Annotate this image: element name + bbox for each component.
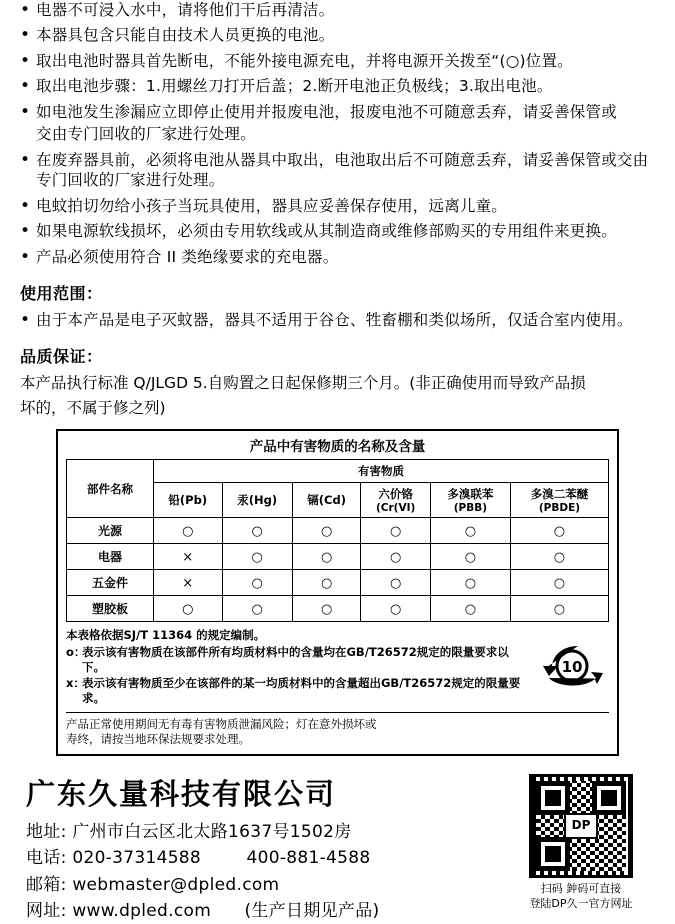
company-footer (26, 772, 657, 924)
list-item (18, 76, 657, 96)
status-mark: ○ (182, 523, 194, 539)
list-item (18, 102, 657, 122)
note-x-text: 表示该有害物质至少在该部件的某一均质材料中的含量超出GB/T26572规定的限量要求。 (82, 676, 521, 706)
cell (154, 570, 223, 596)
company-name: 广东久量科技有限公司 (26, 777, 337, 811)
table-row (67, 596, 609, 622)
row-label: 光源 (67, 518, 154, 544)
column-label: 多溴联苯 (447, 487, 494, 502)
company-website: 网址: www.dpled.com (26, 901, 212, 922)
status-mark: ○ (553, 601, 566, 617)
row-label: 塑胶板 (67, 596, 154, 622)
column-label: 铅(Pb) (168, 493, 208, 508)
note-x-key: x： (66, 676, 85, 691)
scope-text: 由于本产品是电子灭蚊器，器具不适用于谷仓、牲畜棚和类似场所，仅适合室内使用。 (36, 310, 633, 329)
status-mark: ○ (320, 601, 333, 617)
notes-divider (66, 712, 609, 713)
column-header-crvi (361, 483, 431, 518)
environmental-protection-use-period-icon (541, 642, 603, 690)
company-email: 邮箱: webmaster@dpled.com (26, 874, 280, 895)
bullet-text: 取出电池时器具首先断电，不能外接电源充电，并将电源开关拨至“(○)位置。 (36, 51, 573, 70)
table-row (67, 460, 609, 483)
cell (292, 596, 361, 622)
table-row (67, 544, 609, 570)
column-label: 六价铬 (378, 487, 413, 502)
status-mark: ○ (464, 601, 477, 617)
quality-line-1: 本产品执行标准 Q/JLGD 5.自购置之日起保修期三个月。(非正确使用而导致产品损 (20, 374, 586, 393)
cell (154, 596, 223, 622)
list-item (18, 25, 657, 45)
column-header-pbde (510, 483, 608, 518)
note-o-key: o： (66, 645, 86, 660)
scope-list (18, 310, 657, 330)
bullet-text: 电器不可浸入水中，请将他们干后再清洁。 (36, 1, 335, 19)
list-item (18, 51, 657, 71)
bullet-text: 产品必须使用符合 II 类绝缘要求的充电器。 (36, 247, 339, 266)
status-mark: ○ (553, 523, 566, 539)
safety-bullet-list (18, 0, 657, 267)
bullet-text: 电蚊拍切勿给小孩子当玩具使用，器具应妥善保存使用，远离儿童。 (36, 196, 508, 215)
status-mark: ○ (389, 601, 402, 617)
cell (222, 596, 292, 622)
table-row (67, 570, 609, 596)
bullet-text: 如果电源软线损坏，必须由专用软线或从其制造商或维修部购买的专用组件来更换。 (36, 222, 617, 241)
eco-number: 10 (561, 658, 583, 677)
list-item (18, 0, 657, 20)
column-label: 汞(Hg) (237, 493, 278, 508)
qr-center-logo: DP (564, 813, 598, 839)
status-mark: ○ (553, 575, 566, 591)
leak-risk-note-line-1: 产品正常使用期间无有毒有害物质泄漏风险；灯在意外损坏或 (66, 716, 377, 731)
cell (510, 544, 608, 570)
leak-risk-note (66, 717, 609, 748)
cell (430, 596, 510, 622)
cell (361, 570, 431, 596)
note-x (66, 676, 609, 706)
cell (154, 518, 223, 544)
company-hotline: 400-881-4588 (246, 848, 371, 869)
cell (361, 544, 431, 570)
cell (430, 544, 510, 570)
cell (430, 518, 510, 544)
list-item (18, 221, 657, 241)
qr-finder-top-left (536, 781, 570, 815)
list-item-continuation (18, 124, 657, 144)
cell (292, 518, 361, 544)
company-phone: 电话: 020-37314588 (26, 848, 202, 869)
column-sublabel: (PBDE) (538, 502, 581, 515)
status-mark: × (182, 549, 194, 565)
hazardous-substances-table-block (56, 429, 619, 756)
status-mark: ○ (320, 575, 333, 591)
standard-note: 本表格依据SJ/T 11364 的规定编制。 (66, 628, 266, 643)
cell (292, 570, 361, 596)
bullet-text: 在废弃器具前，必须将电池从器具中取出，电池取出后不可随意丢弃，请妥善保管或交由专门回收的厂家进行处理。 (36, 150, 649, 190)
status-mark: ○ (553, 549, 566, 565)
qr-finder-top-right (592, 781, 626, 815)
qr-finder-bottom-left (536, 837, 570, 871)
qr-code[interactable] (529, 774, 633, 878)
status-mark: ○ (320, 549, 333, 565)
substances-table (66, 459, 609, 622)
table-row (67, 518, 609, 544)
cell (222, 544, 292, 570)
qr-block (529, 774, 633, 912)
cell (361, 518, 431, 544)
company-address: 地址: 广州市白云区北太路1637号1502房 (26, 822, 352, 842)
status-mark: × (182, 575, 194, 591)
quality-line-2: 坏的，不属于修之列) (20, 399, 166, 418)
bullet-text: 本器具包含只能自由技术人员更换的电池。 (36, 26, 335, 45)
table-title: 产品中有害物质的名称及含量 (249, 439, 426, 456)
list-item (18, 150, 657, 191)
cell (510, 596, 608, 622)
leak-risk-note-line-2: 寿终，请按当地环保法规要求处理。 (66, 732, 250, 747)
cell (154, 544, 223, 570)
part-name-header: 部件名称 (67, 460, 154, 518)
status-mark: ○ (251, 523, 263, 539)
cell (361, 596, 431, 622)
status-mark: ○ (320, 523, 333, 539)
bullet-text: 如电池发生渗漏应立即停止使用并报废电池，报废电池不可随意丢弃，请妥善保管或 (36, 102, 617, 121)
status-mark: ○ (251, 575, 263, 591)
qr-caption-line-2: 登陆DP久一官方网址 (529, 896, 633, 910)
cell (222, 570, 292, 596)
status-mark: ○ (389, 523, 402, 539)
quality-title: 品质保证： (20, 347, 103, 367)
bullet-text: 交由专门回收的厂家进行处理。 (36, 125, 256, 144)
column-label: 多溴二苯醚 (530, 487, 589, 502)
cell (430, 570, 510, 596)
status-mark: ○ (182, 601, 194, 617)
row-label: 五金件 (67, 570, 154, 596)
column-sublabel: (PBB) (453, 502, 488, 515)
cell (510, 570, 608, 596)
production-date-note: (生产日期见产品) (244, 901, 380, 922)
note-o (66, 645, 609, 675)
column-header-pbb (430, 483, 510, 518)
list-item (18, 247, 657, 267)
group-header: 有害物质 (154, 460, 609, 483)
note-o-text: 表示该有害物质在该部件所有均质材料中的含量均在GB/T26572规定的限量要求以下。 (82, 645, 509, 675)
column-header-pb (154, 483, 223, 518)
scope-title: 使用范围： (20, 283, 103, 303)
column-label: 镉(Cd) (307, 493, 346, 508)
status-mark: ○ (251, 549, 263, 565)
status-mark: ○ (251, 601, 263, 617)
column-header-cd (292, 483, 361, 518)
qr-caption (529, 882, 633, 912)
status-mark: ○ (464, 549, 477, 565)
cell (292, 544, 361, 570)
cell (222, 518, 292, 544)
status-mark: ○ (464, 523, 477, 539)
row-label: 电器 (67, 544, 154, 570)
status-mark: ○ (389, 575, 402, 591)
list-item (18, 196, 657, 216)
status-mark: ○ (464, 575, 477, 591)
cell (510, 518, 608, 544)
status-mark: ○ (389, 549, 402, 565)
list-item (18, 310, 657, 330)
bullet-text: 取出电池步骤：1.用螺丝刀打开后盖；2.断开电池正负极线；3.取出电池。 (36, 77, 553, 96)
table-notes (66, 628, 609, 706)
column-header-hg (222, 483, 292, 518)
qr-caption-line-1: 扫码 鈡码可直接 (540, 882, 622, 895)
column-sublabel: (Cr(VI) (376, 502, 416, 515)
